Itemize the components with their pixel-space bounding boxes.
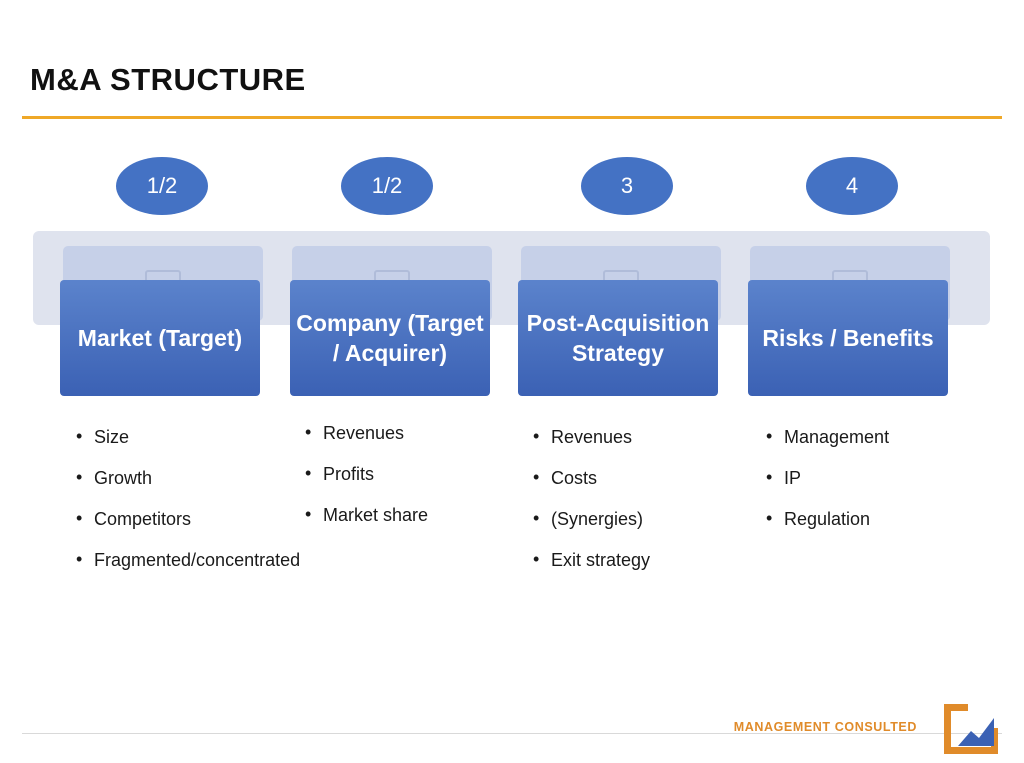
list-item: • Competitors xyxy=(74,508,259,531)
management-consulted-logo xyxy=(938,700,1002,758)
list-item: • Costs xyxy=(531,467,721,490)
step-badge-4: 4 xyxy=(806,157,898,215)
column-header-post-acquisition-strategy: Post-Acquisition Strategy xyxy=(518,280,718,396)
list-item: • Revenues xyxy=(531,426,721,449)
column-header-market: Market (Target) xyxy=(60,280,260,396)
bullet-list-company xyxy=(303,422,493,545)
bullet-list-risks-benefits xyxy=(764,426,964,549)
list-item: • Growth xyxy=(74,467,259,490)
list-item: • Profits xyxy=(303,463,493,486)
list-item: • (Synergies) xyxy=(531,508,721,531)
list-item: • Size xyxy=(74,426,259,449)
list-item: • Regulation xyxy=(764,508,964,531)
footer-brand-text: MANAGEMENT CONSULTED xyxy=(733,720,917,734)
column-header-risks-benefits: Risks / Benefits xyxy=(748,280,948,396)
list-item: • Management xyxy=(764,426,964,449)
column-header-company: Company (Target / Acquirer) xyxy=(290,280,490,396)
list-item: • IP xyxy=(764,467,964,490)
bullet-list-post-acquisition-strategy xyxy=(531,426,721,590)
title-divider xyxy=(22,116,1002,119)
step-badge-2: 1/2 xyxy=(341,157,433,215)
list-item: • Exit strategy xyxy=(531,549,721,572)
list-item: • Revenues xyxy=(303,422,493,445)
bullet-list-market xyxy=(74,426,301,590)
page-title: M&A STRUCTURE xyxy=(30,62,306,97)
step-badge-3: 3 xyxy=(581,157,673,215)
list-item: • Market share xyxy=(303,504,493,527)
step-badge-1: 1/2 xyxy=(116,157,208,215)
list-item: • Fragmented/concentrated xyxy=(74,549,259,572)
